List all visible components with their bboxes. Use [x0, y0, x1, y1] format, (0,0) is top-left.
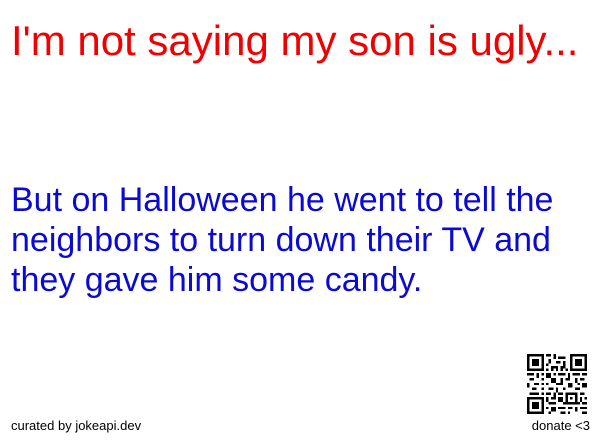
donate-link[interactable]: donate <3	[531, 418, 590, 433]
joke-punchline: But on Halloween he went to tell the neighbors to turn down their TV and they gave him some candy.	[11, 181, 554, 299]
credit-text: curated by jokeapi.dev	[11, 418, 142, 433]
qr-code-icon[interactable]	[527, 354, 587, 414]
joke-setup: I'm not saying my son is ugly...	[11, 17, 579, 64]
